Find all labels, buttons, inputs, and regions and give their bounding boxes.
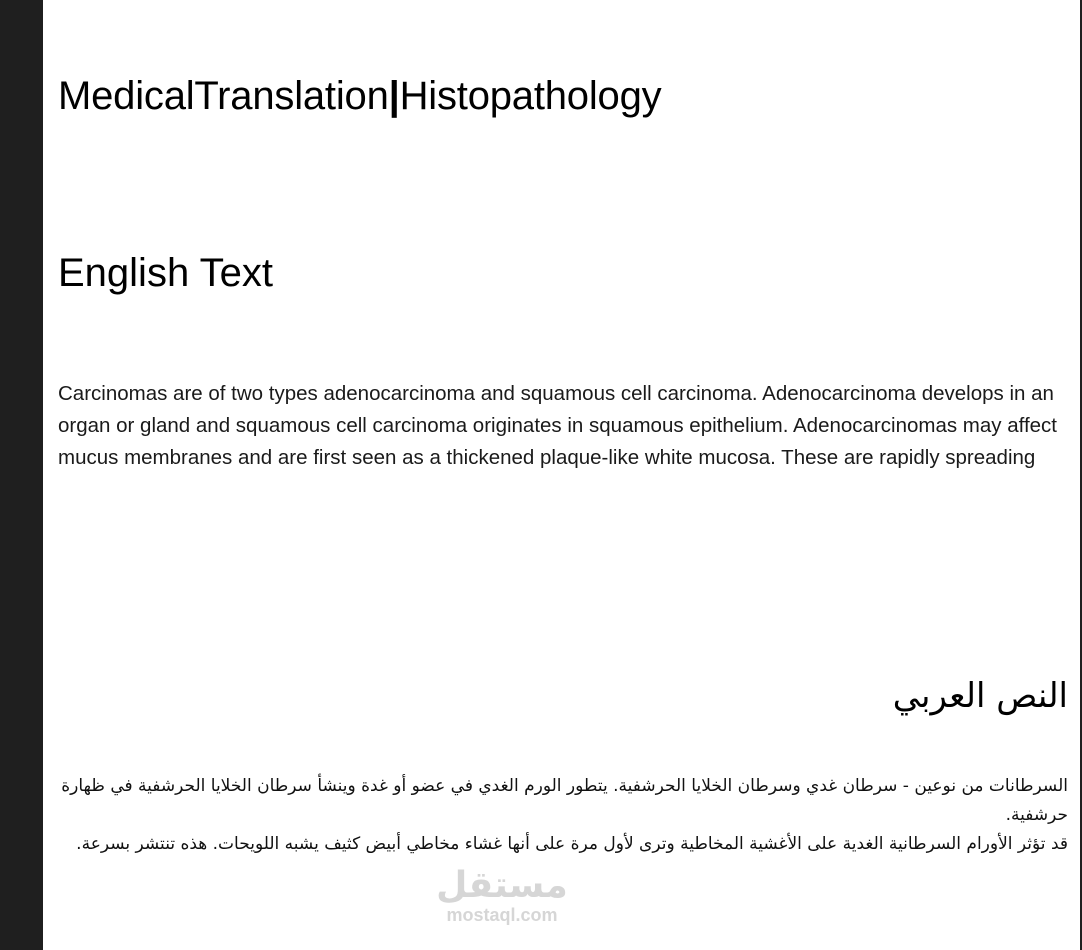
watermark-domain: mostaql.com — [446, 905, 558, 925]
arabic-body — [48, 772, 1068, 859]
title-right: Histopathology — [399, 74, 662, 118]
document-page — [43, 0, 1080, 950]
left-dark-sidebar — [0, 0, 43, 950]
title-left: MedicalTranslation — [58, 74, 389, 118]
arabic-paragraph-1: السرطانات من نوعين - سرطان غدي وسرطان الخلايا الحرشفية. يتطور الورم الغدي في عضو أو غدة وينشأ سرطان الخلايا الحرشفية في ظهارة حرشفية. — [61, 776, 1068, 825]
arabic-heading: النص العربي — [892, 676, 1068, 716]
watermark-arabic-logo: مستقل — [436, 865, 568, 906]
mostaql-watermark — [432, 865, 572, 926]
arabic-paragraph-2: قد تؤثر الأورام السرطانية الغدية على الأغشية المخاطية وترى لأول مرة على أنها غشاء مخاطي أبيض كثيف يشبه اللويحات. هذه تنتشر بسرعة. — [76, 834, 1068, 854]
english-heading: English Text — [58, 251, 273, 295]
english-paragraph: Carcinomas are of two types adenocarcinoma and squamous cell carcinoma. Adenocarcinoma develops in an organ or gland and squamous cell carcinoma originates in squamous epithelium. Adenocarcinomas may affect mucus membranes and are first seen as a thickened plaque-like white mucosa. These are rapidly spreading — [58, 382, 1057, 469]
title-separator: | — [388, 74, 400, 118]
page-title — [58, 70, 661, 122]
